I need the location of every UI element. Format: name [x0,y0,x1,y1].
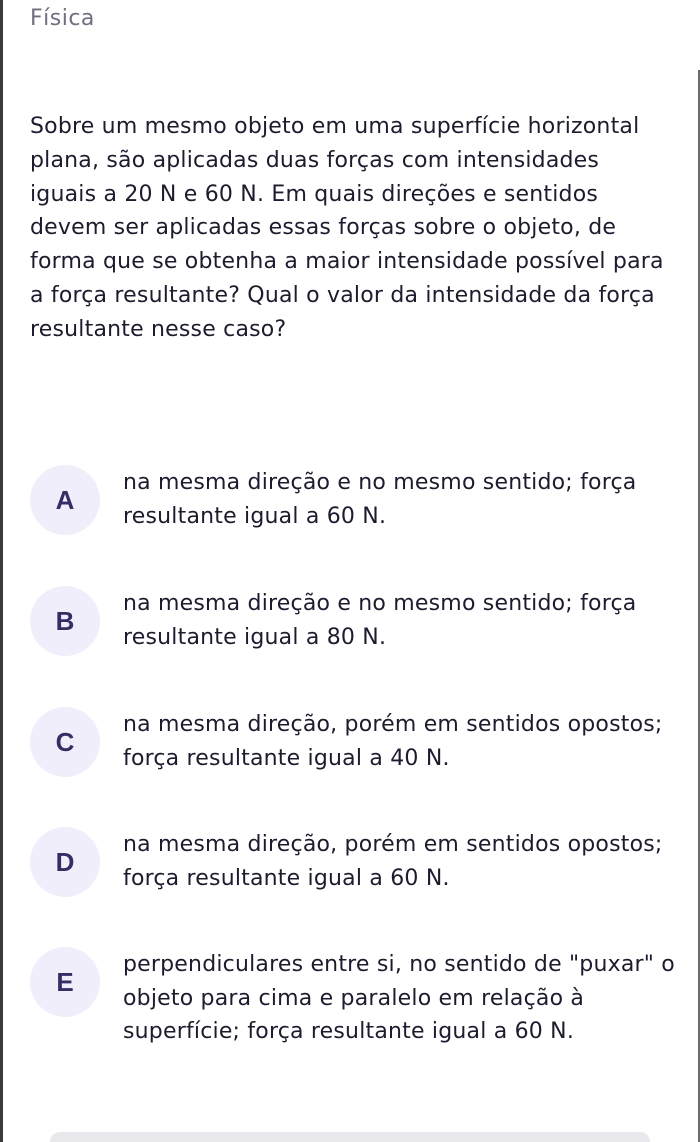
option-text: na mesma direção, porém em sentidos opostos; força resultante igual a 40 N. [123,712,663,771]
left-border [0,0,3,1142]
option-letter-badge: D [30,827,100,897]
subject-label: Física [30,6,95,31]
option-text: na mesma direção, porém em sentidos opostos; força resultante igual a 60 N. [123,832,663,891]
option-text: na mesma direção e no mesmo sentido; força resultante igual a 80 N. [123,591,637,650]
option-letter-badge: C [30,707,100,777]
question-text: Sobre um mesmo objeto em uma superfície horizontal plana, são aplicadas duas forças com intensidades iguais a 20 N e 60 N. Em quais direções e sentidos devem ser aplicadas essas forças sobre o objeto, de forma que se obtenha a maior intensidade possível para a força resultante? Qual o valor da intensidade da força resultante nesse caso? [30,114,664,342]
option-text: perpendiculares entre si, no sentido de "puxar" o objeto para cima e paralelo em relação à superfície; força resultante igual a 60 N. [123,952,675,1044]
option-text: na mesma direção e no mesmo sentido; força resultante igual a 60 N. [123,470,637,529]
bottom-action-bar[interactable] [50,1132,650,1142]
option-letter-badge: A [30,465,100,535]
option-letter-badge: B [30,586,100,656]
option-letter-badge: E [30,947,100,1017]
